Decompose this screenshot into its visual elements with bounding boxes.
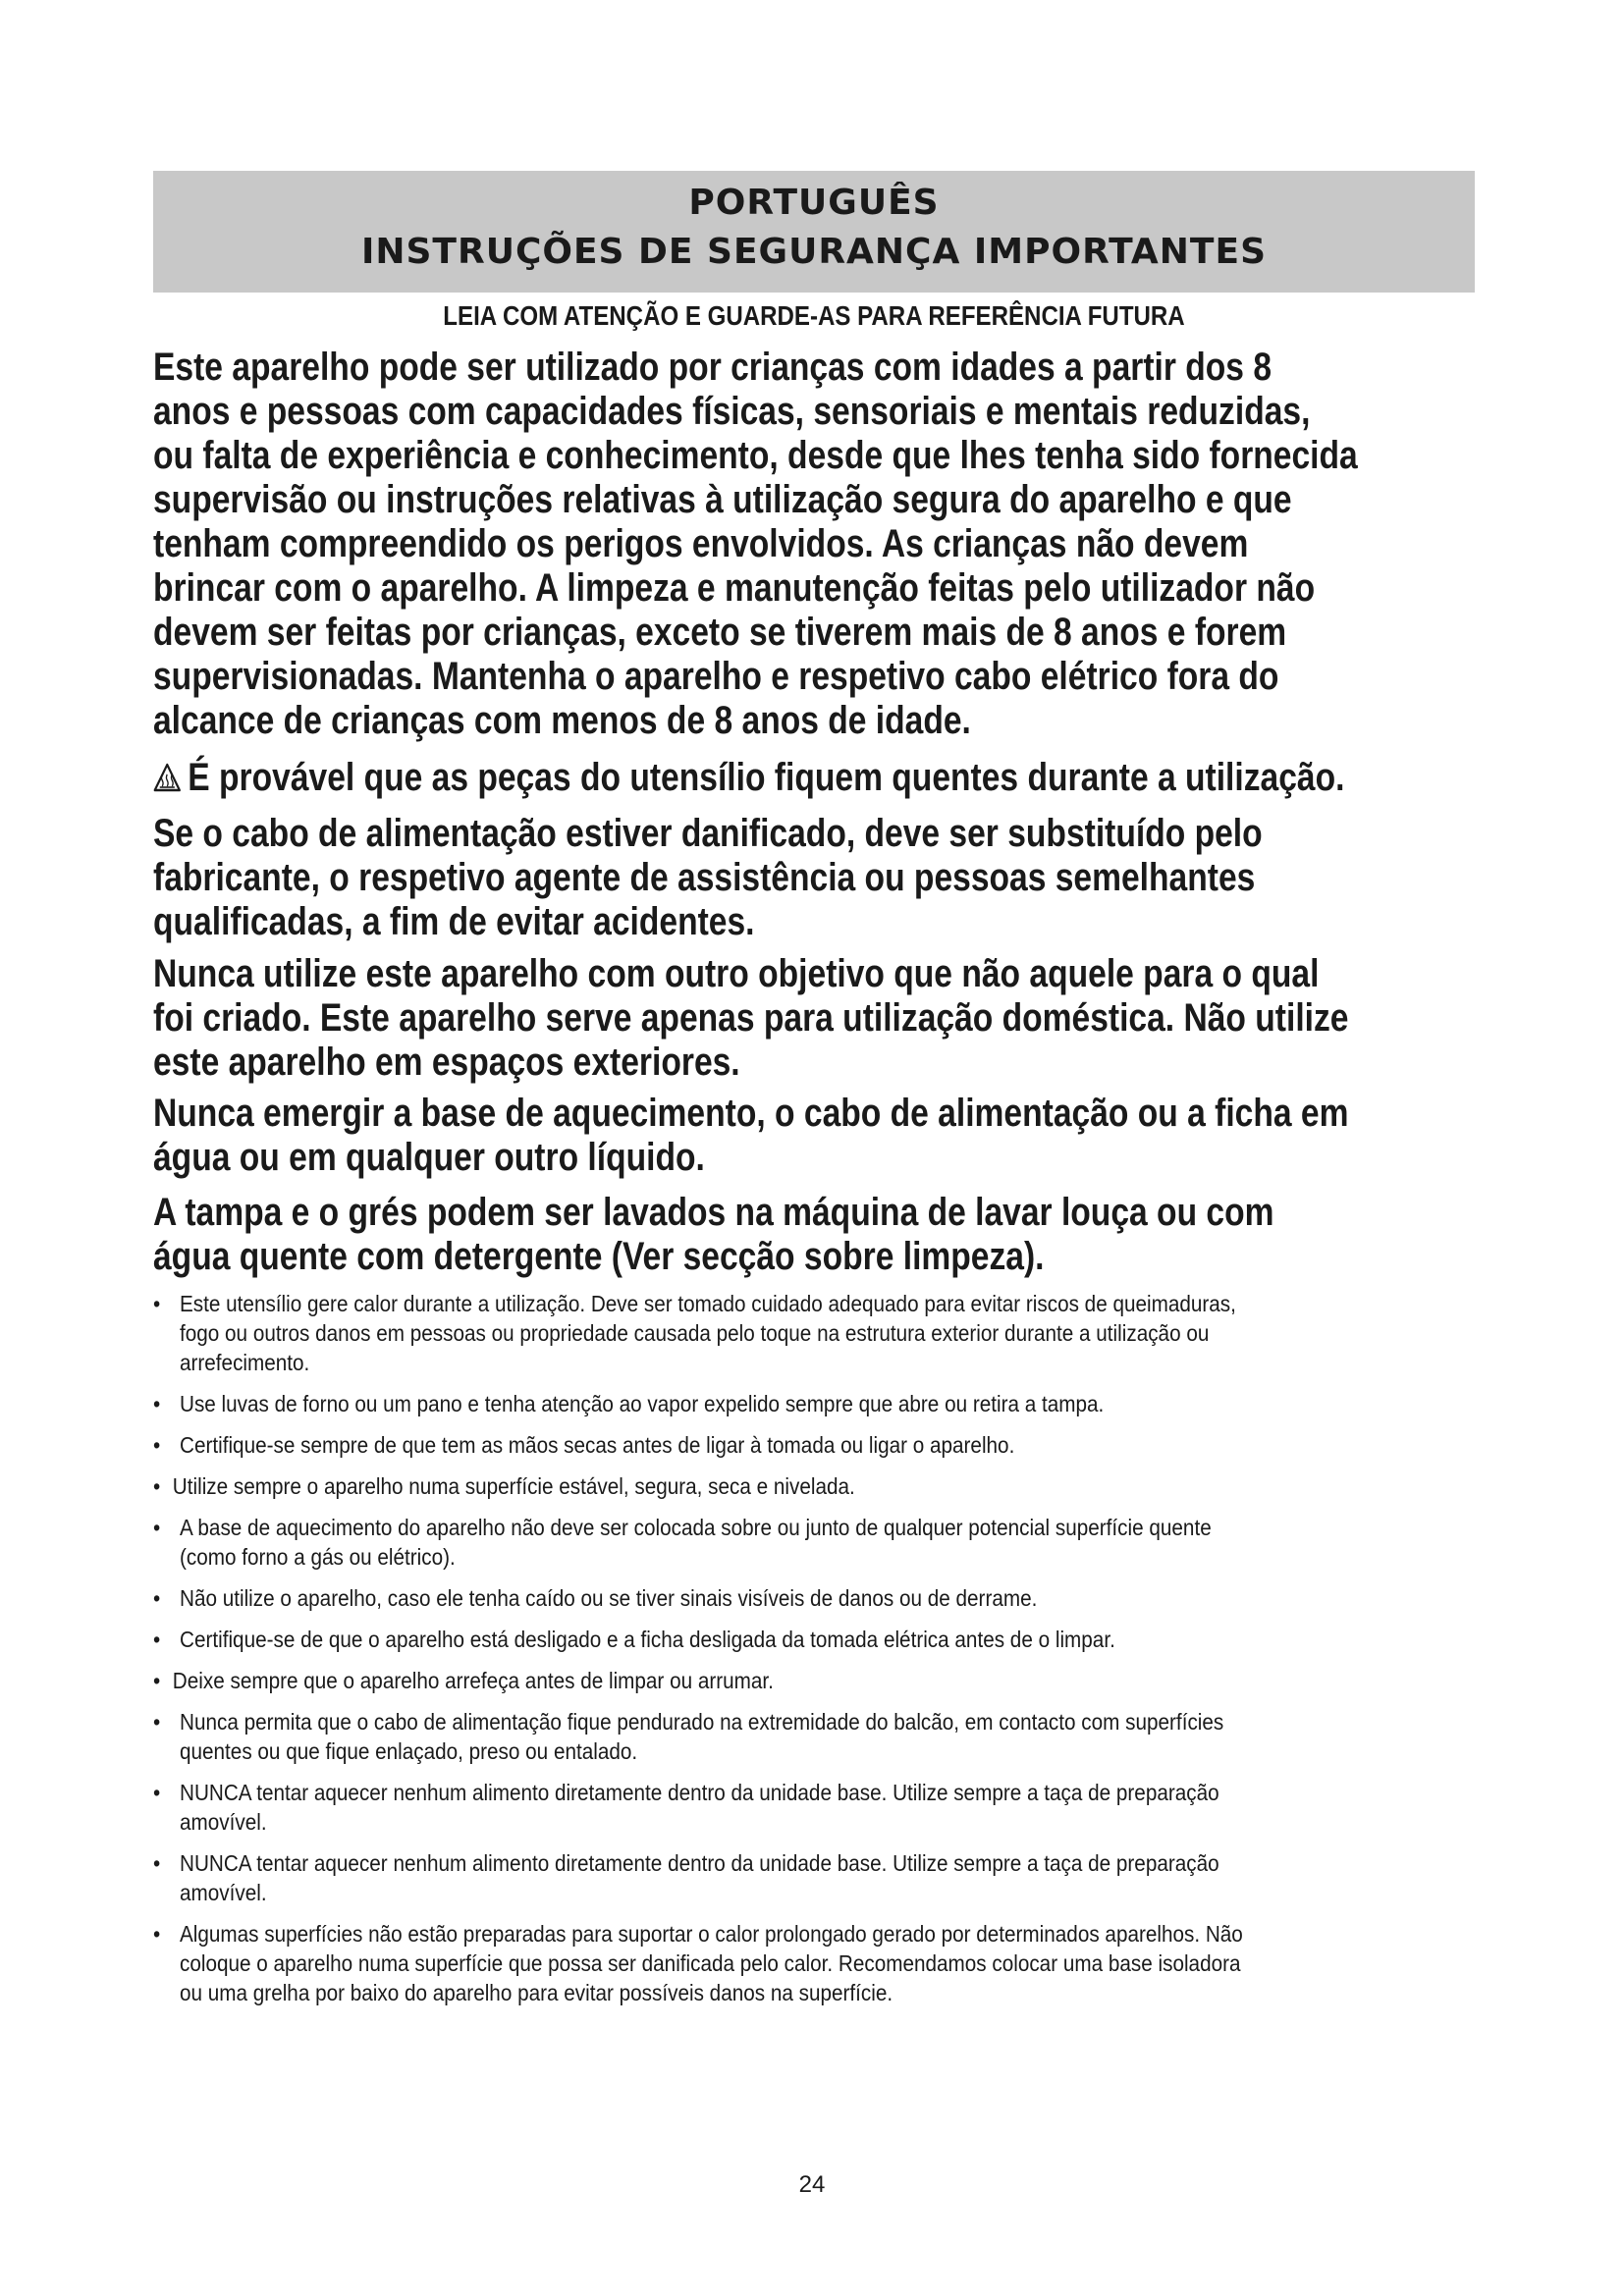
bullet-icon: • bbox=[153, 1780, 161, 1805]
paragraph-do-not-immerse bbox=[153, 1092, 1475, 1180]
paragraph-line: foi criado. Este aparelho serve apenas para utilização doméstica. Não utilize bbox=[153, 996, 1349, 1040]
bullet-line: NUNCA tentar aquecer nenhum alimento diretamente dentro da unidade base. Utilize sempre a taça de preparação bbox=[180, 1780, 1219, 1805]
list-item bbox=[153, 1848, 1479, 1907]
paragraph-line: ou falta de experiência e conhecimento, desde que lhes tenha sido fornecida bbox=[153, 434, 1358, 477]
page-number: 24 bbox=[798, 2171, 826, 2198]
paragraph-line: água quente com detergente (Ver secção sobre limpeza). bbox=[153, 1235, 1045, 1278]
language-heading: PORTUGUÊS bbox=[688, 183, 940, 223]
bullet-icon: • bbox=[153, 1709, 161, 1735]
list-item bbox=[153, 1707, 1479, 1766]
paragraph-children-usage bbox=[153, 346, 1475, 743]
paragraph-line: qualificadas, a fim de evitar acidentes. bbox=[153, 900, 755, 943]
paragraph-line: É provável que as peças do utensílio fiquem quentes durante a utilização. bbox=[188, 756, 1345, 799]
paragraph-line: Se o cabo de alimentação estiver danificado, deve ser substituído pelo bbox=[153, 812, 1263, 855]
safety-bullet-list bbox=[153, 1289, 1508, 2019]
bullet-icon: • bbox=[153, 1585, 161, 1611]
bullet-icon: • bbox=[153, 1391, 161, 1416]
bullet-line: amovível. bbox=[180, 1880, 267, 1905]
paragraph-line: supervisão ou instruções relativas à utilização segura do aparelho e que bbox=[153, 478, 1292, 521]
list-item bbox=[153, 1289, 1479, 1377]
bullet-line: Não utilize o aparelho, caso ele tenha caído ou se tiver sinais visíveis de danos ou de derrame. bbox=[180, 1585, 1038, 1611]
bullet-icon: • bbox=[153, 1473, 161, 1499]
bullet-line: NUNCA tentar aquecer nenhum alimento diretamente dentro da unidade base. Utilize sempre a taça de preparação bbox=[180, 1850, 1219, 1876]
list-item bbox=[153, 1513, 1479, 1572]
bullet-line: Utilize sempre o aparelho numa superfície estável, segura, seca e nivelada. bbox=[172, 1473, 855, 1499]
bullet-line: Algumas superfícies não estão preparadas para suportar o calor prolongado gerado por determinados aparelhos. Não bbox=[180, 1921, 1243, 1947]
bullet-line: A base de aquecimento do aparelho não deve ser colocada sobre ou junto de qualquer potencial superfície quente bbox=[180, 1515, 1212, 1540]
bullet-line: Este utensílio gere calor durante a utilização. Deve ser tomado cuidado adequado para evitar riscos de queimaduras, bbox=[180, 1291, 1236, 1316]
paragraph-line: água ou em qualquer outro líquido. bbox=[153, 1136, 705, 1179]
bullet-line: Deixe sempre que o aparelho arrefeça antes de limpar ou arrumar. bbox=[172, 1668, 774, 1693]
paragraph-hot-parts-warning bbox=[153, 756, 1475, 800]
paragraph-line: supervisionadas. Mantenha o aparelho e respetivo cabo elétrico fora do bbox=[153, 655, 1279, 698]
paragraph-line: A tampa e o grés podem ser lavados na máquina de lavar louça ou com bbox=[153, 1191, 1274, 1234]
bullet-icon: • bbox=[153, 1850, 161, 1876]
paragraph-damaged-cable bbox=[153, 812, 1475, 944]
bullet-icon: • bbox=[153, 1668, 161, 1693]
bullet-line: Use luvas de forno ou um pano e tenha atenção ao vapor expelido sempre que abre ou retira a tampa. bbox=[180, 1391, 1105, 1416]
section-header bbox=[153, 171, 1475, 293]
list-item bbox=[153, 1919, 1479, 2007]
bullet-line: fogo ou outros danos em pessoas ou propriedade causada pelo toque na estrutura exterior durante a utilização ou bbox=[180, 1320, 1210, 1346]
bullet-icon: • bbox=[153, 1627, 161, 1652]
paragraph-line: este aparelho em espaços exteriores. bbox=[153, 1041, 740, 1084]
list-item bbox=[153, 1389, 1479, 1418]
paragraph-line: Este aparelho pode ser utilizado por crianças com idades a partir dos 8 bbox=[153, 346, 1272, 389]
bullet-line: Certifique-se sempre de que tem as mãos secas antes de ligar à tomada ou ligar o aparelho. bbox=[180, 1432, 1015, 1458]
bullet-line: arrefecimento. bbox=[180, 1350, 310, 1375]
list-item bbox=[153, 1430, 1479, 1460]
bullet-icon: • bbox=[153, 1921, 161, 1947]
paragraph-line: Nunca emergir a base de aquecimento, o cabo de alimentação ou a ficha em bbox=[153, 1092, 1349, 1135]
paragraph-intended-use bbox=[153, 952, 1475, 1085]
paragraph-line: alcance de crianças com menos de 8 anos de idade. bbox=[153, 699, 971, 742]
paragraph-line: anos e pessoas com capacidades físicas, sensoriais e mentais reduzidas, bbox=[153, 390, 1311, 433]
bullet-icon: • bbox=[153, 1291, 161, 1316]
list-item bbox=[153, 1583, 1479, 1613]
bullet-line: amovível. bbox=[180, 1809, 267, 1835]
paragraph-line: brincar com o aparelho. A limpeza e manutenção feitas pelo utilizador não bbox=[153, 566, 1316, 610]
bullet-line: (como forno a gás ou elétrico). bbox=[180, 1544, 456, 1570]
read-and-keep-subtitle: LEIA COM ATENÇÃO E GUARDE-AS PARA REFERÊNCIA FUTURA bbox=[443, 300, 1185, 331]
safety-title: INSTRUÇÕES DE SEGURANÇA IMPORTANTES bbox=[360, 232, 1267, 272]
list-item bbox=[153, 1778, 1479, 1837]
bullet-icon: • bbox=[153, 1515, 161, 1540]
paragraph-line: Nunca utilize este aparelho com outro objetivo que não aquele para o qual bbox=[153, 952, 1320, 995]
bullet-line: ou uma grelha por baixo do aparelho para evitar possíveis danos na superfície. bbox=[180, 1980, 893, 2005]
bullet-line: quentes ou que fique enlaçado, preso ou entalado. bbox=[180, 1738, 638, 1764]
bullet-icon: • bbox=[153, 1432, 161, 1458]
list-item bbox=[153, 1471, 1479, 1501]
list-item bbox=[153, 1666, 1479, 1695]
bullet-line: Nunca permita que o cabo de alimentação fique pendurado na extremidade do balcão, em contacto com superfícies bbox=[180, 1709, 1224, 1735]
bullet-line: coloque o aparelho numa superfície que possa ser danificada pelo calor. Recomendamos colocar uma base isoladora bbox=[180, 1950, 1241, 1976]
paragraph-line: devem ser feitas por crianças, exceto se tiverem mais de 8 anos e forem bbox=[153, 611, 1287, 654]
paragraph-line: fabricante, o respetivo agente de assistência ou pessoas semelhantes bbox=[153, 856, 1256, 899]
hot-surface-warning-icon bbox=[153, 763, 182, 792]
bullet-line: Certifique-se de que o aparelho está desligado e a ficha desligada da tomada elétrica antes de o limpar. bbox=[180, 1627, 1115, 1652]
paragraph-dishwasher bbox=[153, 1191, 1475, 1279]
paragraph-line: tenham compreendido os perigos envolvidos. As crianças não devem bbox=[153, 522, 1249, 565]
list-item bbox=[153, 1625, 1479, 1654]
